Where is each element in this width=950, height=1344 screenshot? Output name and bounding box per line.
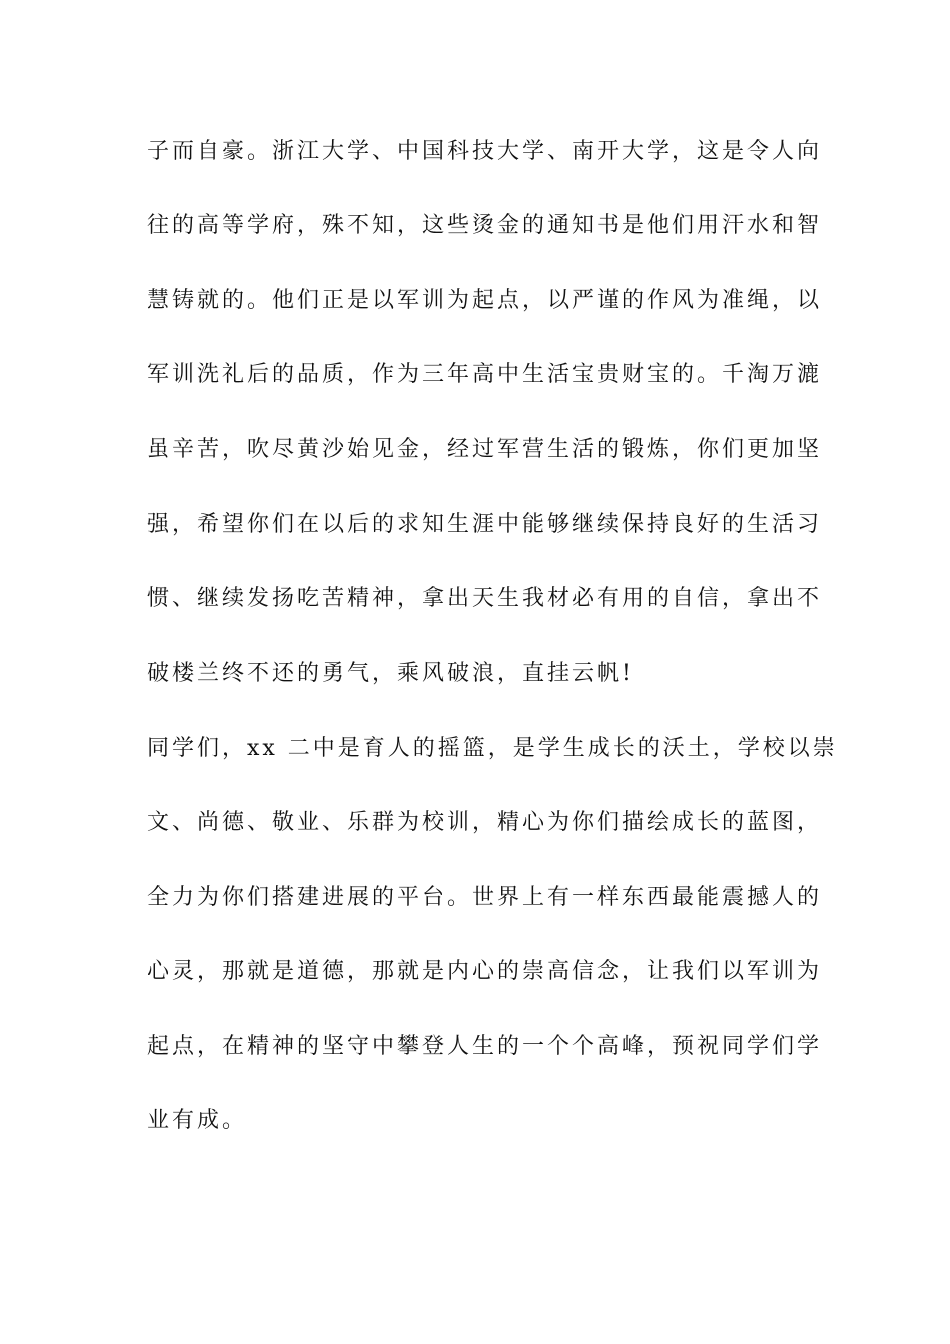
text-line: 强，希望你们在以后的求知生涯中能够继续保持良好的生活习	[147, 512, 823, 537]
text-line: 文、尚德、敬业、乐群为校训，精心为你们描绘成长的蓝图，	[147, 810, 823, 835]
text-line: 惯、继续发扬吃苦精神，拿出天生我材必有用的自信，拿出不	[147, 586, 823, 611]
text-line: 破楼兰终不还的勇气，乘风破浪，直挂云帆!	[147, 661, 634, 686]
text-line: 同学们，xx 二中是育人的摇篮，是学生成长的沃土，学校以崇	[147, 736, 838, 761]
text-line: 军训洗礼后的品质，作为三年高中生活宝贵财宝的。千淘万漉	[147, 362, 823, 387]
text-line: 慧铸就的。他们正是以军训为起点，以严谨的作风为准绳，以	[147, 288, 823, 313]
text-line: 心灵，那就是道德，那就是内心的崇高信念，让我们以军训为	[147, 959, 823, 984]
text-line: 全力为你们搭建进展的平台。世界上有一样东西最能震撼人的	[147, 885, 823, 910]
text-line: 往的高等学府，殊不知，这些烫金的通知书是他们用汗水和智	[147, 213, 823, 238]
text-line: 起点，在精神的坚守中攀登人生的一个个高峰，预祝同学们学	[147, 1034, 823, 1059]
text-line: 虽辛苦，吹尽黄沙始见金，经过军营生活的锻炼，你们更加坚	[147, 437, 823, 462]
text-line: 子而自豪。浙江大学、中国科技大学、南开大学，这是令人向	[147, 139, 823, 164]
text-line: 业有成。	[147, 1108, 248, 1133]
